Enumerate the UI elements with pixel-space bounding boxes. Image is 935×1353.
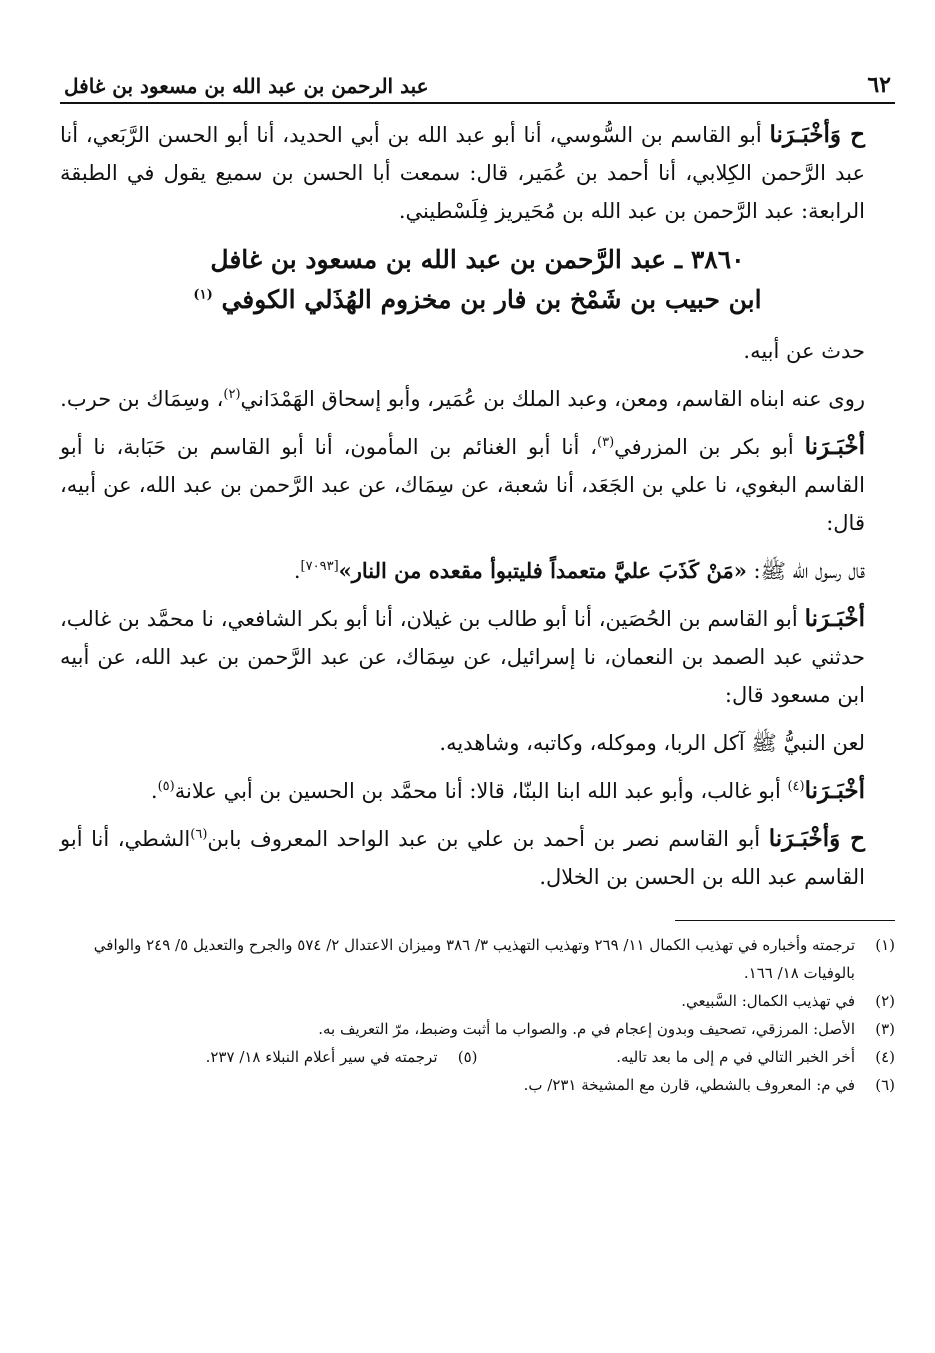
paragraph-text: ، أنا أبو الغنائم بن المأمون، أنا أبو القاسم بن حَبَابة، نا أبو القاسم البغوي، نا علي بن الجَعَد، أنا شعبة، عن سِمَاك، عن عبد الرَّحمن بن عبد الله، عن أبيه، قال:: [60, 435, 865, 535]
footnote-ref: (٥): [157, 779, 175, 794]
footnote-2: [60, 987, 895, 1015]
footnote-text: ترجمته في سير أعلام النبلاء ١٨/ ٢٣٧.: [205, 1048, 438, 1066]
paragraph-1: [60, 116, 895, 230]
paragraph-text: .: [293, 559, 301, 583]
paragraph-text: قال رسول الله ﷺ:: [753, 559, 865, 583]
entry-heading: [60, 240, 895, 320]
footnote-text: في تهذيب الكمال: السَّبيعي.: [681, 992, 855, 1010]
paragraph-5: [60, 552, 895, 590]
paragraph-9: [60, 820, 895, 896]
footnote-ref: (٢): [223, 387, 241, 402]
paragraph-8: [60, 772, 895, 810]
paragraph-text: الشطي، أنا أبو القاسم عبد الله بن الحسن بن الخلال.: [60, 827, 865, 889]
footnote-number: (٦): [875, 1076, 895, 1094]
footnote-ref: (١): [193, 287, 213, 303]
paragraph-text: .: [150, 779, 158, 803]
footnote-text: في م: المعروف بالشطي، قارن مع المشيخة ٢٣١/ ب.: [523, 1076, 855, 1094]
footnote-number: (٢): [875, 992, 895, 1010]
hadith-number: [٧٠٩٣]: [300, 559, 339, 574]
hadith-text: «مَنْ كَذَبَ عليَّ متعمداً فليتبوأ مقعده من النار»: [338, 558, 747, 583]
footnote-number: (٣): [875, 1020, 895, 1038]
footnote-ref: (٣): [597, 435, 615, 450]
keyword: أخْبَـرَنا: [804, 605, 865, 632]
paragraph-text: أبو بكر بن المزرفي: [614, 435, 794, 459]
footnote-6: [60, 1071, 895, 1099]
keyword: ح وَأخْبَـرَنا: [768, 825, 865, 852]
paragraph-6: [60, 600, 895, 714]
paragraph-7: لعن النبيُّ ﷺ آكل الربا، وموكله، وكاتبه، وشاهديه.: [439, 731, 865, 755]
footnote-1: [60, 931, 895, 987]
page-number: ٦٢: [867, 72, 891, 98]
entry-heading-line-2-text: ابن حبيب بن شَمْخ بن فار بن مخزوم الهُذَلي الكوفي: [221, 285, 762, 314]
running-title: عبد الرحمن بن عبد الله بن مسعود بن غافل: [64, 74, 429, 98]
paragraph-text: أبو القاسم بن السُّوسي، أنا أبو عبد الله بن أبي الحديد، أنا أبو الحسن الرَّبَعي، أنا عبد الرَّحمن الكِلابي، أنا أحمد بن عُمَير، قال: سمعت أبا الحسن بن سميع يقول في الطبقة الرابعة: عبد الرَّحمن بن عبد الله بن مُحَيريز فِلَسْطيني.: [60, 123, 865, 223]
paragraph-text: روى عنه ابناه القاسم، ومعن، وعبد الملك بن عُمَير، وأبو إسحاق الهَمْدَاني: [240, 387, 865, 411]
book-page: [60, 58, 895, 1328]
paragraph-2: حدث عن أبيه.: [743, 339, 865, 363]
paragraph-text: أبو القاسم بن الحُصَين، أنا أبو طالب بن غيلان، أنا أبو بكر الشافعي، نا محمَّد بن غالب، حدثني عبد الصمد بن النعمان، نا إسرائيل، عن سِمَاك، عن عبد الرَّحمن بن عبد الله، عن أبيه ابن مسعود قال:: [60, 607, 865, 707]
footnote-ref: (٤): [787, 779, 805, 794]
paragraph-text: أبو غالب، وأبو عبد الله ابنا البنّا، قالا: أنا محمَّد بن الحسين بن أبي علانة: [174, 779, 781, 803]
entry-heading-line-1: ٣٨٦٠ ـ عبد الرَّحمن بن عبد الله بن مسعود بن غافل: [210, 245, 745, 274]
footnote-number: (٤): [875, 1048, 895, 1066]
keyword: ح وَأخْبَـرَنا: [769, 121, 865, 148]
footnote-5: [60, 1043, 478, 1071]
footnote-divider: [675, 920, 895, 921]
footnotes: [60, 931, 895, 1099]
footnote-text: ترجمته وأخباره في تهذيب الكمال ١١/ ٢٦٩ وتهذيب التهذيب ٣/ ٣٨٦ وميزان الاعتدال ٢/ ٥٧٤ والجرح والتعديل ٥/ ٢٤٩ والوافي بالوفيات ١٨/ ١٦٦.: [93, 936, 855, 982]
entry-heading-line-2: [60, 280, 895, 320]
paragraph-4: [60, 428, 895, 542]
paragraph-text: ، وسِمَاك بن حرب.: [60, 387, 224, 411]
footnote-text: الأصل: المرزقي، تصحيف وبدون إعجام في م. والصواب ما أثبت وضبط، مرّ التعريف به.: [318, 1020, 855, 1038]
footnote-4: [478, 1043, 896, 1071]
keyword: أخْبَـرَنا: [804, 433, 865, 460]
page-header: [60, 58, 895, 104]
footnote-number: (٥): [457, 1048, 478, 1066]
footnote-row-4-5: [60, 1043, 895, 1071]
keyword: أخْبَـرَنا: [804, 777, 865, 804]
paragraph-3: [60, 380, 895, 418]
footnote-3: [60, 1015, 895, 1043]
main-text: [60, 116, 895, 896]
footnote-number: (١): [875, 936, 895, 954]
footnote-ref: (٦): [190, 827, 208, 842]
footnote-text: أخر الخبر التالي في م إلى ما بعد تاليه.: [616, 1048, 855, 1066]
paragraph-text: أبو القاسم نصر بن أحمد بن علي بن عبد الواحد المعروف بابن: [207, 827, 761, 851]
